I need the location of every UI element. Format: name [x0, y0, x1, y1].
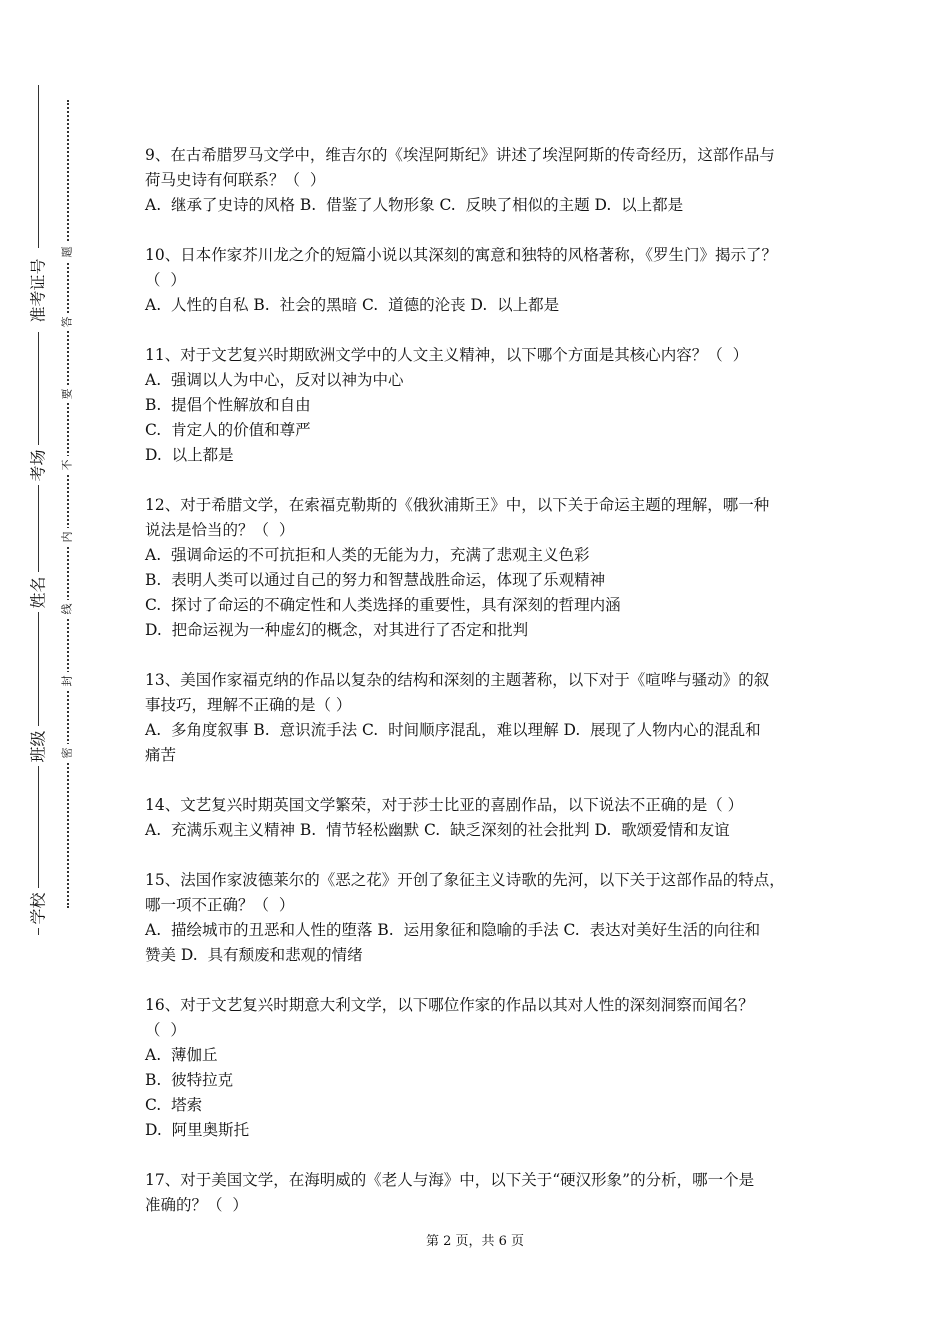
question-line: A. 强调以人为中心，反对以神为中心: [145, 371, 404, 389]
question-block: [145, 993, 825, 1143]
question-line: A. 强调命运的不可抗拒和人类的无能为力，充满了悲观主义色彩: [145, 546, 590, 564]
question-line: C. 探讨了命运的不确定性和人类选择的重要性，具有深刻的哲理内涵: [145, 596, 621, 614]
question-line: 荷马史诗有何联系？（ ）: [145, 171, 326, 189]
question-line: 赞美 D. 具有颓废和悲观的情绪: [145, 946, 363, 964]
question-block: [145, 1168, 825, 1218]
question-line: 准确的？（ ）: [145, 1196, 248, 1214]
field-label-exam-id: 准考证号: [20, 248, 56, 332]
field-label-class: 班级: [20, 726, 56, 766]
question-stem-line: 9、在古希腊罗马文学中，维吉尔的《埃涅阿斯纪》讲述了埃涅阿斯的传奇经历，这部作品与: [145, 146, 775, 164]
question-line: D. 阿里奥斯托: [145, 1121, 250, 1139]
question-list: [145, 143, 825, 1243]
question-line: A. 薄伽丘: [145, 1046, 218, 1064]
question-line: C. 肯定人的价值和尊严: [145, 421, 311, 439]
question-block: [145, 868, 825, 968]
seal-char: 要: [58, 385, 76, 403]
question-line: 说法是恰当的？（ ）: [145, 521, 295, 539]
margin-dotted-line: [67, 100, 69, 908]
question-line: B. 提倡个性解放和自由: [145, 396, 311, 414]
question-line: （ ）: [145, 1021, 186, 1039]
question-stem-line: 17、对于美国文学，在海明威的《老人与海》中，以下关于“硬汉形象”的分析，哪一个是: [145, 1171, 755, 1189]
seal-char: 线: [58, 600, 76, 618]
question-line: A. 充满乐观主义精神 B. 情节轻松幽默 C. 缺乏深刻的社会批判 D. 歌颂爱情和友谊: [145, 821, 730, 839]
question-block: [145, 143, 825, 218]
seal-char: 封: [58, 672, 76, 690]
question-block: [145, 243, 825, 318]
question-line: B. 彼特拉克: [145, 1071, 234, 1089]
seal-char: 答: [58, 313, 76, 331]
question-block: [145, 493, 825, 643]
question-block: [145, 343, 825, 468]
question-stem-line: 15、法国作家波德莱尔的《恶之花》开创了象征主义诗歌的先河，以下关于这部作品的特点，: [145, 871, 785, 889]
question-stem-line: 11、对于文艺复兴时期欧洲文学中的人文主义精神，以下哪个方面是其核心内容？（ ）: [145, 346, 749, 364]
question-line: 哪一项不正确？（ ）: [145, 896, 295, 914]
question-stem-line: 16、对于文艺复兴时期意大利文学，以下哪位作家的作品以其对人性的深刻洞察而闻名？: [145, 996, 754, 1014]
field-label-school: 学校: [20, 888, 56, 928]
question-block: [145, 793, 825, 843]
question-stem-line: 12、对于希腊文学，在索福克勒斯的《俄狄浦斯王》中，以下关于命运主题的理解，哪一种: [145, 496, 770, 514]
question-line: 事技巧，理解不正确的是（ ）: [145, 696, 352, 714]
question-stem-line: 13、美国作家福克纳的作品以复杂的结构和深刻的主题著称，以下对于《喧哗与骚动》的叙: [145, 671, 770, 689]
question-line: 痛苦: [145, 746, 177, 764]
question-line: A. 多角度叙事 B. 意识流手法 C. 时间顺序混乱，难以理解 D. 展现了人物内心的混乱和: [145, 721, 761, 739]
margin-solid-line: [38, 85, 39, 935]
question-line: D. 把命运视为一种虚幻的概念，对其进行了否定和批判: [145, 621, 529, 639]
field-label-name: 姓名: [20, 572, 56, 612]
question-line: A. 人性的自私 B. 社会的黑暗 C. 道德的沦丧 D. 以上都是: [145, 296, 560, 314]
question-block: [145, 668, 825, 768]
question-stem-line: 10、日本作家芥川龙之介的短篇小说以其深刻的寓意和独特的风格著称，《罗生门》揭示了？: [145, 246, 777, 264]
binding-margin: [0, 0, 110, 1344]
seal-char: 内: [58, 528, 76, 546]
question-line: A. 继承了史诗的风格 B. 借鉴了人物形象 C. 反映了相似的主题 D. 以上都是: [145, 196, 684, 214]
seal-char: 题: [58, 243, 76, 261]
seal-char: 密: [58, 744, 76, 762]
question-line: B. 表明人类可以通过自己的努力和智慧战胜命运，体现了乐观精神: [145, 571, 606, 589]
question-stem-line: 14、文艺复兴时期英国文学繁荣，对于莎士比亚的喜剧作品，以下说法不正确的是（ ）: [145, 796, 744, 814]
field-label-exam-room: 考场: [20, 445, 56, 485]
seal-char: 不: [58, 456, 76, 474]
question-line: A. 描绘城市的丑恶和人性的堕落 B. 运用象征和隐喻的手法 C. 表达对美好生活的向往和: [145, 921, 761, 939]
question-line: （ ）: [145, 271, 186, 289]
page-footer: 第 2 页，共 6 页: [425, 1234, 525, 1249]
question-line: C. 塔索: [145, 1096, 203, 1114]
question-line: D. 以上都是: [145, 446, 234, 464]
